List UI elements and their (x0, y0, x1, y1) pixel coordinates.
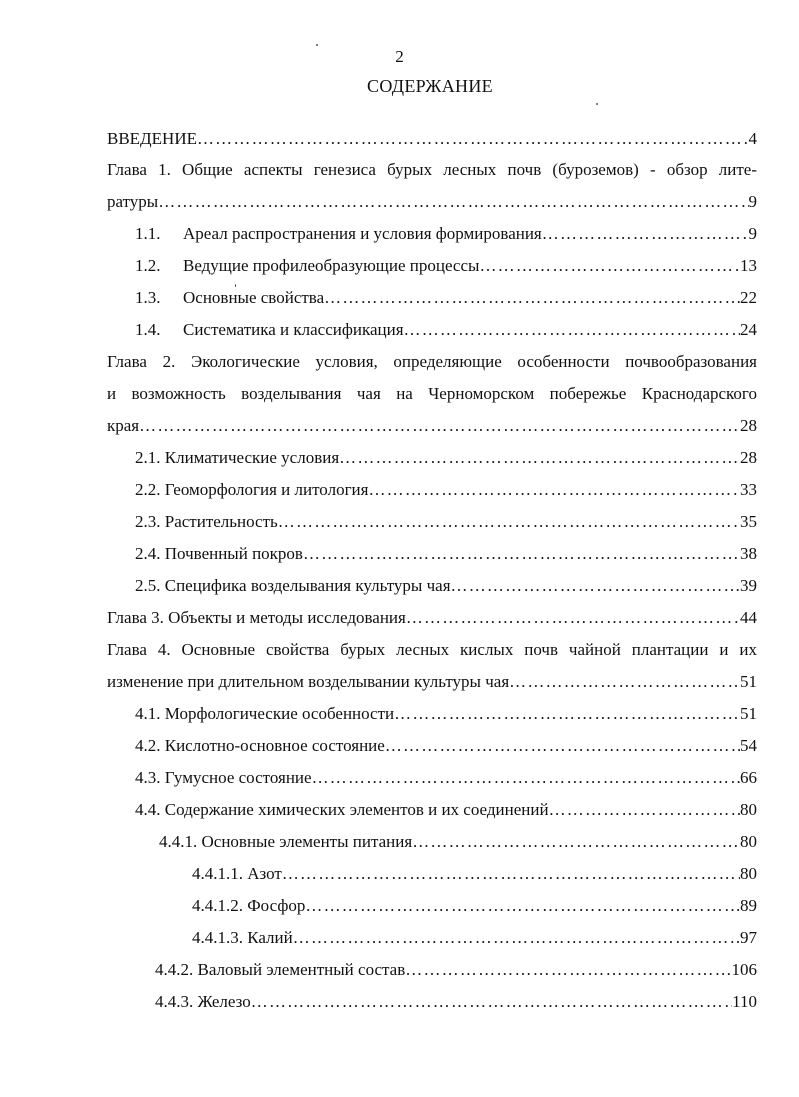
toc-entry-4-1 (135, 703, 757, 725)
toc-entry-page: 4 (748, 129, 757, 148)
toc-entry-label: 4.4.1.2. Фосфор (192, 896, 306, 915)
toc-entry-label: 4.3. Гумусное состояние (135, 768, 312, 787)
document-title: СОДЕРЖАНИЕ (367, 76, 493, 96)
toc-entry-chapter-3 (107, 607, 757, 629)
scan-speck (596, 103, 598, 105)
toc-entry-4-4-1-3 (192, 927, 757, 949)
toc-leader-dots (158, 191, 748, 213)
toc-entry-page: 106 (731, 960, 757, 979)
toc-entry-label: 2.5. Специфика возделывания культуры чая (135, 576, 451, 595)
toc-leader-dots (479, 255, 740, 277)
toc-entry-label: Систематика и классификация (183, 320, 404, 339)
toc-entry-label: Основные свойства (183, 288, 325, 307)
toc-entry-page: 54 (740, 736, 757, 755)
toc-leader-dots (451, 575, 740, 597)
toc-entry-label: ратуры (107, 192, 159, 211)
toc-leader-dots (278, 511, 740, 533)
toc-entry-label: 4.4.1. Основные элементы питания (159, 832, 413, 851)
toc-leader-dots (394, 703, 740, 725)
toc-entry-page: 38 (740, 544, 757, 563)
toc-leader-dots (404, 319, 740, 341)
toc-leader-dots (139, 415, 740, 437)
toc-leader-dots (339, 447, 740, 469)
toc-entry-label: 4.4.2. Валовый элементный состав (155, 960, 406, 979)
toc-entry-label: ВВЕДЕНИЕ (107, 129, 197, 148)
toc-entry-page: 80 (740, 832, 757, 851)
toc-leader-dots (405, 959, 731, 981)
toc-entry-page: 9 (748, 224, 757, 243)
toc-leader-dots (251, 991, 732, 1013)
toc-leader-dots (303, 543, 740, 565)
toc-entry-2-3 (135, 511, 757, 533)
toc-entry-page: 89 (740, 896, 757, 915)
toc-entry-2-5 (135, 575, 757, 597)
toc-entry-label: Ареал распространения и условия формирования (183, 224, 542, 243)
toc-leader-dots (412, 831, 740, 853)
toc-entry-number: 1.2. (135, 256, 161, 275)
toc-entry-label: Глава 3. Объекты и методы исследования (107, 608, 406, 627)
toc-entry-1-4 (135, 319, 757, 341)
page-number: 2 (395, 47, 404, 66)
toc-entry-label: 4.4. Содержание химических элементов и их соединений (135, 800, 549, 819)
toc-entry-page: 110 (732, 992, 757, 1011)
toc-leader-dots (197, 128, 749, 150)
toc-entry-label: 2.4. Почвенный покров (135, 544, 303, 563)
toc-entry-page: 24 (740, 320, 757, 339)
toc-entry-page: 33 (740, 480, 757, 499)
scan-speck (316, 44, 318, 46)
toc-entry-number: 1.3. (135, 288, 161, 307)
toc-entry-label: Глава 2. Экологические условия, определяющие особенности почвообразования (107, 352, 757, 371)
toc-entry-4-4-1-2 (192, 895, 757, 917)
toc-entry-page: 97 (740, 928, 757, 947)
toc-entry-label: 4.1. Морфологические особенности (135, 704, 395, 723)
toc-entry-1-1 (135, 223, 757, 245)
toc-leader-dots (312, 767, 740, 789)
toc-entry-page: 51 (740, 672, 757, 691)
toc-entry-label: 2.2. Геоморфология и литология (135, 480, 369, 499)
toc-entry-1-2 (135, 255, 757, 277)
toc-entry-page: 80 (740, 864, 757, 883)
toc-entry-page: 28 (740, 416, 757, 435)
toc-leader-dots (509, 671, 740, 693)
toc-entry-chapter-2-cont (107, 383, 757, 405)
toc-entry-4-4-1 (159, 831, 757, 853)
toc-entry-page: 39 (740, 576, 757, 595)
toc-entry-4-4-3 (155, 991, 757, 1013)
toc-entry-page: 51 (740, 704, 757, 723)
toc-entry-4-4 (135, 799, 757, 821)
toc-entry-1-3 (135, 287, 757, 309)
toc-entry-label: 4.4.1.3. Калий (192, 928, 293, 947)
toc-entry-2-2 (135, 479, 757, 501)
toc-entry-introduction (107, 128, 757, 150)
toc-leader-dots (324, 287, 740, 309)
toc-entry-page: 9 (748, 192, 757, 211)
toc-entry-number: 1.4. (135, 320, 161, 339)
toc-entry-label: Ведущие профилеобразующие процессы (183, 256, 480, 275)
toc-entry-page: 22 (740, 288, 757, 307)
toc-entry-4-4-1-1 (192, 863, 757, 885)
toc-entry-2-4 (135, 543, 757, 565)
toc-entry-chapter-1 (107, 159, 757, 181)
toc-entry-4-4-2 (155, 959, 757, 981)
toc-entry-page: 66 (740, 768, 757, 787)
toc-leader-dots (368, 479, 740, 501)
toc-entry-label: и возможность возделывания чая на Черноморском побережье Краснодарского (107, 384, 757, 403)
toc-entry-label: изменение при длительном возделывании культуры чая (107, 672, 510, 691)
toc-entry-page: 44 (740, 608, 757, 627)
toc-entry-label: 4.4.1.1. Азот (192, 864, 282, 883)
toc-entry-chapter-4 (107, 639, 757, 661)
toc-entry-page: 13 (740, 256, 757, 275)
toc-entry-label: 4.4.3. Железо (155, 992, 251, 1011)
toc-entry-label: 4.2. Кислотно-основное состояние (135, 736, 385, 755)
toc-entry-chapter-4-cont (107, 671, 757, 693)
toc-entry-chapter-1-cont (107, 191, 757, 213)
toc-entry-2-1 (135, 447, 757, 469)
toc-entry-4-2 (135, 735, 757, 757)
toc-leader-dots (549, 799, 740, 821)
toc-entry-label: края (107, 416, 140, 435)
toc-entry-label: Глава 1. Общие аспекты генезиса бурых лесных почв (буроземов) - обзор лите- (107, 160, 757, 179)
toc-entry-page: 80 (740, 800, 757, 819)
toc-entry-number: 1.1. (135, 224, 161, 243)
toc-leader-dots (385, 735, 740, 757)
toc-entry-chapter-2-end (107, 415, 757, 437)
toc-entry-label: 2.1. Климатические условия (135, 448, 340, 467)
toc-leader-dots (305, 895, 740, 917)
toc-entry-4-3 (135, 767, 757, 789)
toc-leader-dots (293, 927, 740, 949)
toc-leader-dots (282, 863, 740, 885)
toc-entry-chapter-2 (107, 351, 757, 373)
toc-leader-dots (406, 607, 740, 629)
toc-entry-label: Глава 4. Основные свойства бурых лесных кислых почв чайной плантации и их (107, 640, 757, 659)
toc-entry-page: 28 (740, 448, 757, 467)
toc-leader-dots (542, 223, 749, 245)
toc-entry-page: 35 (740, 512, 757, 531)
toc-entry-label: 2.3. Растительность (135, 512, 278, 531)
